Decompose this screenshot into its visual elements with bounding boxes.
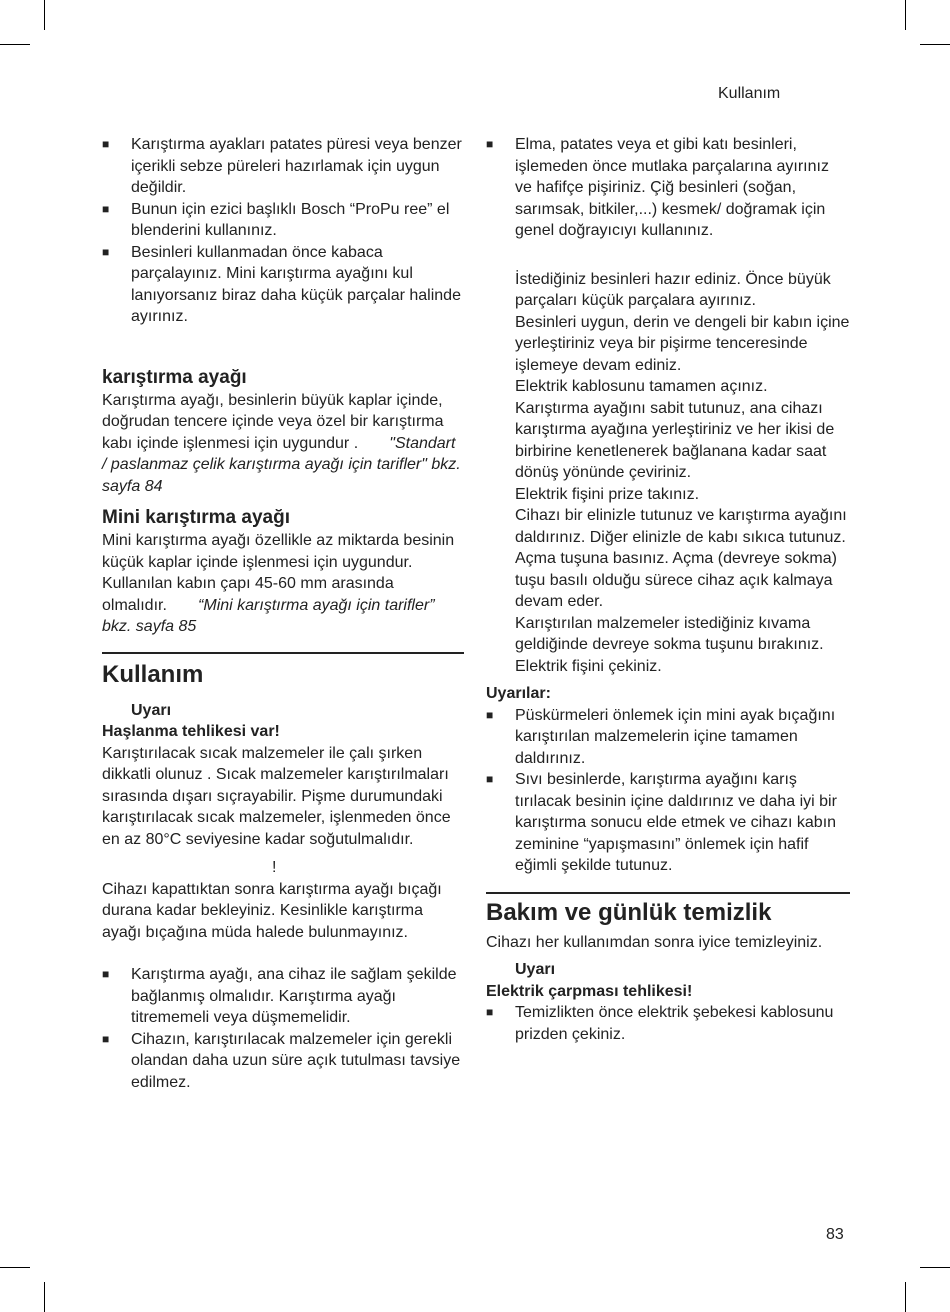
section-title-usage: Kullanım [102, 660, 204, 688]
section-heading-mini-foot: Mini karıştırma ayağı [102, 507, 290, 528]
warning-symbol: ! [272, 859, 277, 876]
warning-title: Elektrik çarpması tehlikesi! [486, 982, 693, 1000]
right-column [486, 134, 850, 1045]
running-header: Kullanım [718, 85, 781, 102]
recipe-reference: “Mini karıştırma ayağı için tarifler” bkz. sayfa 85 [102, 596, 435, 635]
bullet-list-top [102, 134, 464, 328]
crop-mark [920, 1267, 950, 1268]
warning-text: Karıştırılacak sıcak malzemeler ile çalı şırken dikkatli olunuz . Sıcak malzemeler karıştırılmaları sırasında dışarı sıçrayabilir. Pişme durumundaki karıştırılacak sıcak malzemeler, işlenmeden önce en az 80°C seviyesine kadar soğutulmalıdır. [102, 744, 451, 848]
step: İstediğiniz besinleri hazır ediniz. Önce büyük parçaları küçük parçalara ayırınız. [515, 270, 831, 309]
list-item: ■ Karıştırma ayakları patates püresi veya benzer içerikli sebze püreleri hazırlamak için uygun değildir. [102, 134, 464, 199]
notes-title: Uyarılar: [486, 685, 551, 702]
caution-text: Cihazı kapattıktan sonra karıştırma ayağı bıçağı durana kadar bekleyiniz. Kesinlikle karıştırma ayağı bıçağına müda halede bulunmayınız. [102, 880, 442, 941]
body-text: Mini karıştırma ayağı özellikle az miktarda besinin küçük kaplar içinde işlenmesi için uygundur. Kullanılan kabın çapı 45-60 mm arasında olmalıdır. [102, 532, 455, 614]
paragraph [102, 390, 464, 498]
page-number: 83 [826, 1226, 844, 1243]
paragraph [102, 530, 464, 638]
step: Karıştırma ayağını sabit tutunuz, ana cihazı karıştırma ayağına yerleştiriniz ve her ikisi de birbirine kenetlenerek bağlanana kadar saat dönüş yönünde çeviriniz. [515, 399, 835, 481]
warning-label: Uyarı [131, 701, 172, 719]
steps-list [486, 269, 850, 678]
list-item: ■ Püskürmeleri önlemek için mini ayak bıçağını karıştırılan malzemelerin içine tamamen daldırınız. [486, 705, 850, 770]
care-text: Cihazı her kullanımdan sonra iyice temizleyiniz. [486, 933, 823, 951]
list-item: ■ Karıştırma ayağı, ana cihaz ile sağlam şekilde bağlanmış olmalıdır. Karıştırma ayağı titrememeli veya düşmemelidir. [102, 964, 464, 1029]
left-column [102, 134, 464, 1093]
list-item: ■ Besinleri kullanmadan önce kabaca parçalayınız. Mini karıştırma ayağını kul lanıyorsanız biraz daha küçük parçalar halinde ayırınız. [102, 242, 464, 328]
step: Elektrik kablosunu tamamen açınız. [515, 378, 768, 395]
bullet-list-bottom [102, 964, 464, 1093]
section-divider [486, 892, 850, 894]
warning-title: Haşlanma tehlikesi var! [102, 723, 280, 740]
recipe-reference: "Standart / paslanmaz çelik karıştırma ayağı için tarifler" bkz. sayfa 84 [102, 434, 461, 495]
list-item: ■ Elma, patates veya et gibi katı besinleri, işlemeden önce mutlaka parçalarına ayırınız ve hafifçe pişiriniz. Çiğ besinleri (soğan, sarımsak, bitkiler,...) kesmek/ doğramak için genel doğrayıcıyı kullanınız. [486, 134, 850, 242]
crop-mark [0, 44, 30, 45]
section-heading-mixing-foot: karıştırma ayağı [102, 366, 247, 388]
list-item: ■ Sıvı besinlerde, karıştırma ayağını karış tırılacak besinin içine daldırınız ve daha iyi bir karıştırma sonucu elde etmek ve cihazı kabın zeminine “yapışmasını” önlemek için hafif eğimli şekilde tutunuz. [486, 769, 850, 877]
step: Besinleri uygun, derin ve dengeli bir kabın içine yerleştiriniz veya bir pişirme tenceresinde işlemeye devam ediniz. [515, 313, 850, 374]
notes-list [486, 705, 850, 877]
bullet-list-prep [486, 134, 850, 242]
crop-mark [905, 1282, 906, 1312]
list-item: ■ Cihazın, karıştırılacak malzemeler için gerekli olandan daha uzun süre açık tutulması tavsiye edilmez. [102, 1029, 464, 1094]
crop-mark [0, 1267, 30, 1268]
step: Karıştırılan malzemeler istediğiniz kıvama geldiğinde devreye sokma tuşunu bırakınız. [515, 614, 824, 653]
step: Elektrik fişini çekiniz. [515, 657, 662, 675]
step: Açma tuşuna basınız. Açma (devreye sokma) tuşu basılı olduğu sürece cihaz açık kalmaya devam eder. [515, 550, 837, 610]
step: Elektrik fişini prize takınız. [515, 485, 700, 503]
section-title-care: Bakım ve günlük temizlik [486, 898, 772, 926]
step: Cihazı bir elinizle tutunuz ve karıştırma ayağını daldırınız. Diğer elinizle de kabı sıkıca tutunuz. [515, 507, 847, 546]
crop-mark [44, 0, 45, 30]
section-divider [102, 652, 464, 654]
crop-mark [920, 44, 950, 45]
crop-mark [905, 0, 906, 30]
body-text: Karıştırma ayağı, besinlerin büyük kaplar içinde, doğrudan tencere içinde veya özel bir karıştırma kabı içinde işlenmesi için uygundur . [102, 391, 444, 452]
care-bullet-list [486, 1002, 850, 1045]
crop-mark [44, 1282, 45, 1312]
warning-label: Uyarı [515, 961, 556, 978]
list-item: ■ Bunun için ezici başlıklı Bosch “ProPu ree” el blenderini kullanınız. [102, 199, 464, 242]
list-item: ■ Temizlikten önce elektrik şebekesi kablosunu prizden çekiniz. [486, 1002, 850, 1045]
